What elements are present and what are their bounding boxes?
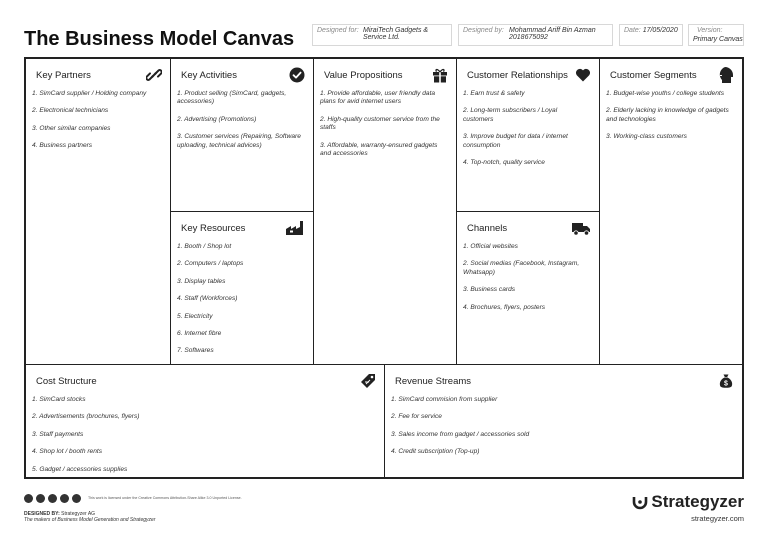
svg-text:$: $ — [724, 380, 728, 388]
list-item: 3. Sales income from gadget / accessories sold — [391, 430, 530, 438]
list-item: 1. SimCard commision from supplier — [391, 396, 498, 403]
cc-by-icon — [36, 494, 45, 503]
customer-relationships-block[interactable] — [457, 59, 600, 212]
price-tag-icon — [360, 373, 376, 389]
list-item: 7. Softwares — [177, 347, 214, 355]
list-item: 1. Budget-wise youths / college students — [606, 90, 725, 97]
list-item: 3. Display tables — [177, 277, 226, 285]
list-item: 4. Brochures, flyers, posters — [463, 303, 546, 311]
designed-by-value: Mohammad Ariff Bin Azman 2018675092 — [509, 27, 596, 41]
list-item: 2. Advertisements (brochures, flyers) — [32, 413, 140, 421]
channels-block[interactable] — [457, 212, 600, 365]
list-item: 2. Elderly lacking in knowledge of gadgets and technologies — [606, 107, 729, 123]
truck-icon — [571, 220, 591, 236]
business-model-canvas — [24, 57, 744, 479]
list-item: 5. Gadget / accessories supplies — [32, 465, 128, 473]
list-item: 1. Provide affordable, user friendly data plans for avid internet users — [320, 90, 436, 106]
customer-relationships-title: Customer Relationships — [467, 70, 568, 81]
revenue-streams-title: Revenue Streams — [395, 376, 472, 387]
key-partners-block[interactable] — [26, 59, 171, 365]
key-activities-list — [177, 90, 303, 159]
brand-name: Strategyzer — [651, 492, 744, 511]
version-label: Version: — [697, 27, 723, 34]
date-field[interactable] — [619, 24, 683, 46]
list-item: 2. Electronical technicians — [32, 107, 109, 115]
list-item: 4. Business partners — [32, 142, 93, 150]
money-bag-icon — [718, 373, 734, 389]
value-propositions-title: Value Propositions — [324, 70, 403, 81]
channels-title: Channels — [467, 223, 508, 234]
designed-by-footer — [24, 511, 155, 523]
designed-for-field[interactable] — [312, 24, 452, 46]
list-item: 4. Shop lot / booth rents — [32, 448, 103, 456]
cc-icon — [24, 494, 33, 503]
strategyzer-brand[interactable] — [631, 492, 744, 523]
license-text: This work is licensed under the Creative Commons Attribution-Share Alike 3.0 Unported License. — [88, 496, 242, 501]
designed-for-value: MiraiTech Gadgets & Service Ltd. — [363, 27, 429, 41]
list-item: 2. Computers / laptops — [177, 260, 244, 268]
key-partners-title: Key Partners — [36, 70, 91, 81]
person-head-icon — [716, 66, 734, 84]
list-item: 2. Fee for service — [391, 413, 442, 421]
list-item: 4. Top-notch, quality service — [463, 159, 545, 167]
key-resources-title: Key Resources — [181, 223, 246, 234]
strategyzer-logo-icon — [631, 493, 649, 511]
list-item: 3. Staff payments — [32, 430, 84, 438]
list-item: 1. Earn trust & safety — [463, 90, 525, 97]
list-item: 2. Advertising (Promotions) — [177, 115, 257, 123]
date-label: Date: — [624, 27, 641, 34]
list-item: 4. Staff (Workforces) — [177, 295, 238, 303]
list-item: 1. Product selling (SimCard, gadgets, accessories) — [177, 90, 287, 106]
cc-nc-icon — [60, 494, 69, 503]
list-item: 3. Improve budget for data / internet consumption — [463, 133, 568, 149]
cost-structure-list — [32, 396, 374, 483]
list-item: 4. Credit subscription (Top-up) — [391, 448, 480, 456]
footer-designed-label: DESIGNED BY: — [24, 511, 60, 517]
channels-list — [463, 243, 589, 321]
designed-by-field[interactable] — [458, 24, 613, 46]
list-item: 1. Official websites — [463, 243, 518, 250]
heart-icon — [575, 67, 591, 83]
date-value: 17/05/2020 — [642, 27, 678, 34]
key-activities-title: Key Activities — [181, 70, 237, 81]
customer-relationships-list — [463, 90, 589, 176]
list-item: 1. SimCard stocks — [32, 396, 86, 403]
gift-icon — [432, 67, 448, 83]
revenue-streams-list — [391, 396, 732, 466]
version-field[interactable] — [688, 24, 744, 46]
strategyzer-logo — [631, 492, 744, 512]
list-item: 3. Business cards — [463, 286, 516, 294]
designed-by-label: Designed by: — [463, 27, 504, 34]
license-area — [24, 494, 328, 503]
list-item: 6. Internet fibre — [177, 330, 222, 338]
key-resources-list — [177, 243, 303, 365]
customer-segments-list — [606, 90, 732, 151]
value-propositions-list — [320, 90, 446, 167]
factory-icon — [285, 220, 305, 236]
footer-designed-value: Strategyzer AG — [61, 511, 96, 517]
customer-segments-block[interactable] — [600, 59, 742, 365]
list-item: 1. Booth / Shop lot — [177, 243, 232, 250]
value-propositions-block[interactable] — [314, 59, 457, 365]
list-item: 3. Working-class customers — [606, 133, 687, 141]
list-item: 1. SimCard supplier / Holding company — [32, 90, 147, 97]
list-item: 3. Other similar companies — [32, 124, 111, 132]
page-title: The Business Model Canvas — [24, 28, 295, 50]
cost-structure-title: Cost Structure — [36, 376, 97, 387]
list-item: 2. High-quality customer service from the staffs — [320, 115, 440, 132]
link-icon — [146, 67, 162, 83]
cost-structure-block[interactable] — [26, 365, 385, 477]
list-item: 3. Affordable, warranty-ensured gadgets and accessories — [320, 141, 438, 158]
list-item: 5. Electricity — [177, 312, 213, 320]
designed-for-label: Designed for: — [317, 27, 359, 34]
brand-url[interactable]: strategyzer.com — [691, 514, 744, 523]
cc-attribution-icon — [72, 494, 81, 503]
revenue-streams-block[interactable] — [385, 365, 742, 477]
version-value: Primary Canvas — [693, 36, 743, 43]
cc-sa-icon — [48, 494, 57, 503]
key-partners-list — [32, 90, 160, 160]
key-activities-block[interactable] — [171, 59, 314, 212]
list-item: 2. Long-term subscribers / Loyal customers — [463, 107, 558, 123]
customer-segments-title: Customer Segments — [610, 70, 697, 81]
footer-tagline: The makers of Business Model Generation and Strategyzer — [24, 517, 156, 523]
check-icon — [289, 67, 305, 83]
key-resources-block[interactable] — [171, 212, 314, 365]
list-item: 2. Social medias (Facebook, Instagram, Whatsapp) — [463, 260, 580, 276]
list-item: 3. Customer services (Repairing, Software uploading, technical advices) — [177, 133, 301, 149]
